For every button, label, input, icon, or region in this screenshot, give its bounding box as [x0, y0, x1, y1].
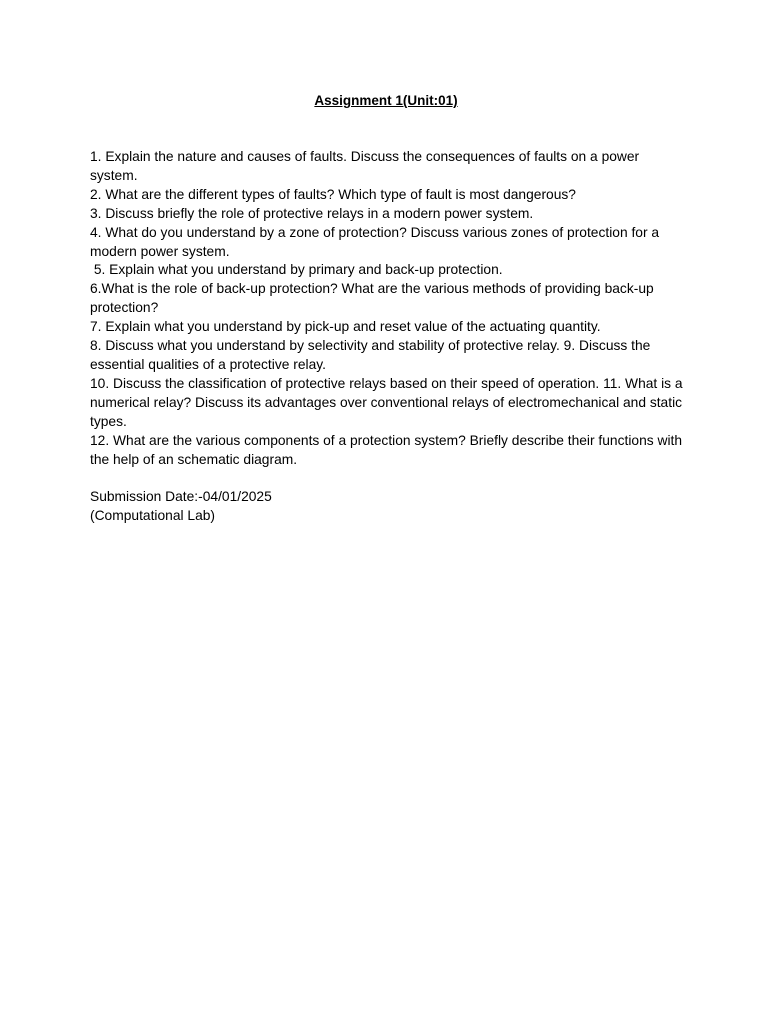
question-4: 4. What do you understand by a zone of protection? Discuss various zones of protection for a modern power system.	[90, 224, 663, 259]
question-3: 3. Discuss briefly the role of protective relays in a modern power system.	[90, 205, 534, 221]
question-5: 5. Explain what you understand by primary and back-up protection.	[90, 262, 503, 278]
question-10-11: 10. Discuss the classification of protective relays based on their speed of operation. 11. What is a numerical relay? Discuss its advantages over conventional relays of electromechanical and static types.	[90, 375, 687, 429]
question-list	[90, 148, 690, 526]
assignment-title: Assignment 1(Unit:01)	[314, 93, 458, 108]
question-12: 12. What are the various components of a protection system? Briefly describe their functions with the help of an schematic diagram.	[90, 432, 686, 467]
question-1: 1. Explain the nature and causes of faults. Discuss the consequences of faults on a power system.	[90, 149, 643, 183]
question-8-9: 8. Discuss what you understand by selectivity and stability of protective relay. 9. Discuss the essential qualities of a protective relay.	[90, 338, 655, 372]
question-2: 2. What are the different types of faults? Which type of fault is most dangerous?	[90, 186, 576, 202]
submission-venue: (Computational Lab)	[90, 508, 216, 524]
question-7: 7. Explain what you understand by pick-up and reset value of the actuating quantity.	[90, 319, 601, 335]
question-6: 6.What is the role of back-up protection? What are the various methods of providing back-up protection?	[90, 281, 658, 316]
submission-date: Submission Date:-04/01/2025	[90, 489, 272, 505]
paragraph-gap	[90, 469, 690, 488]
